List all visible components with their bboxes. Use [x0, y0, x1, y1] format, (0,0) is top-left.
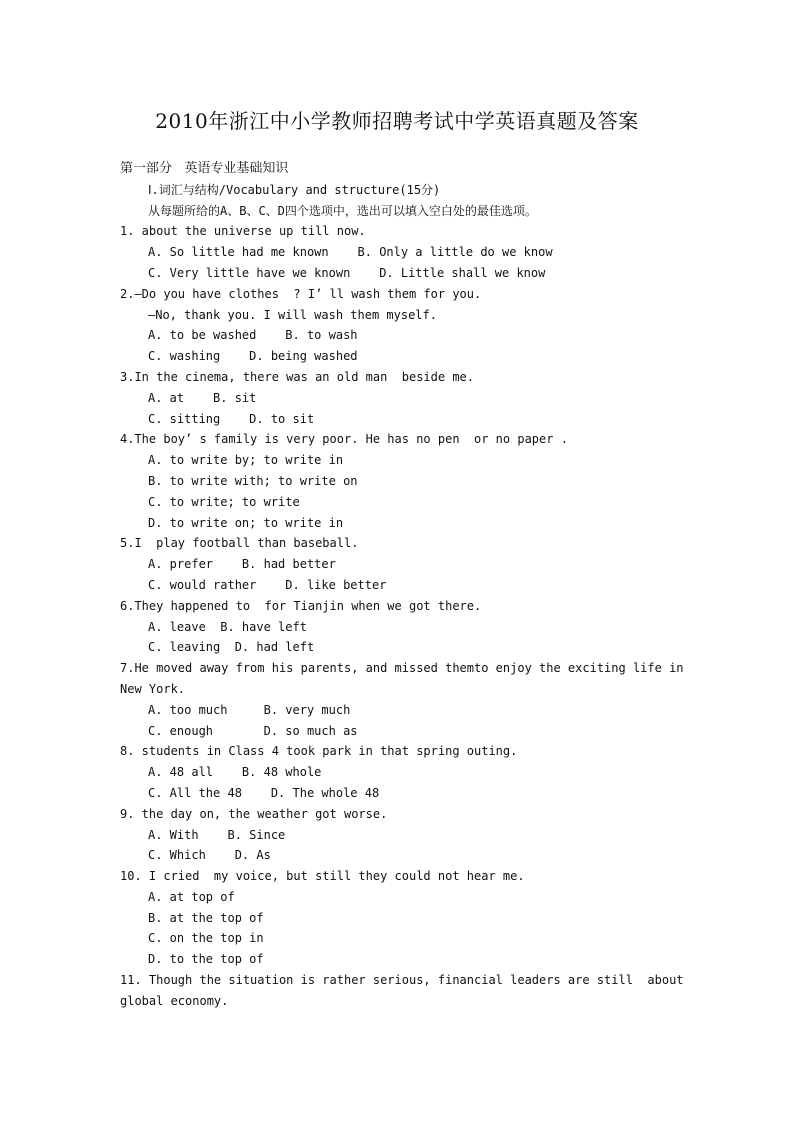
answer-options: A. leave B. have left [148, 619, 307, 634]
answer-options: C. sitting D. to sit [148, 411, 315, 426]
answer-options: A. to write by; to write in [148, 453, 344, 468]
question-item [120, 970, 684, 1012]
question-stem: 7.He moved away from his parents, and missed themto enjoy the exciting life in [120, 661, 684, 676]
question-item [120, 741, 680, 803]
answer-options: A. at B. sit [148, 390, 257, 405]
question-stem: 6.They happened to for Tianjin when we got there. [120, 598, 482, 613]
answer-options: C. on the top in [148, 931, 264, 946]
question-item [120, 804, 680, 866]
answer-options: C. to write; to write [148, 494, 300, 509]
answer-options: C. Very little have we known D. Little shall we know [148, 265, 546, 280]
answer-options: B. at the top of [148, 910, 264, 925]
answer-options: C. washing D. being washed [148, 349, 358, 364]
question-stem: 5.I play football than baseball. [120, 536, 359, 551]
question-stem: 4.The boy’ s family is very poor. He has no pen or no paper . [120, 432, 568, 447]
answer-options: C. All the 48 D. The whole 48 [148, 785, 380, 800]
question-stem: 1. about the universe up till now. [120, 224, 366, 239]
document-title: 2010年浙江中小学教师招聘考试中学英语真题及答案 [155, 109, 639, 133]
question-stem-continued: global economy. [120, 993, 229, 1008]
answer-options: C. would rather D. like better [148, 577, 387, 592]
section-title: 第一部分 英语专业基础知识 [120, 161, 289, 176]
answer-options: A. too much B. very much [148, 702, 351, 717]
question-stem: 3.In the cinema, there was an old man beside me. [120, 369, 475, 384]
question-stem-continued: New York. [120, 681, 186, 696]
answer-options: A. 48 all B. 48 whole [148, 765, 322, 780]
question-item [120, 429, 680, 533]
question-stem: 2.—Do you have clothes ? I’ ll wash them for you. [120, 286, 482, 301]
instruction-text: 从每题所给的A、B、C、D四个选项中，选出可以填入空白处的最佳选项。 [148, 203, 537, 218]
question-item [120, 284, 680, 367]
answer-options: C. Which D. As [148, 848, 271, 863]
answer-options: A. So little had me known B. Only a little do we know [148, 245, 553, 260]
question-item [120, 596, 680, 658]
question-stem: 9. the day on, the weather got worse. [120, 806, 388, 821]
question-item [120, 221, 680, 283]
answer-options: A. to be washed B. to wash [148, 328, 358, 343]
question-stem: 11. Though the situation is rather serious, financial leaders are still about [120, 973, 684, 988]
answer-options: A. at top of [148, 889, 235, 904]
answer-options: A. prefer B. had better [148, 557, 336, 572]
answer-options: A. With B. Since [148, 827, 286, 842]
question-item [120, 658, 684, 741]
answer-options: C. leaving D. had left [148, 640, 315, 655]
document-body [120, 159, 684, 1012]
part-heading: Ⅰ.词汇与结构/Vocabulary and structure(15分) [148, 182, 441, 197]
question-item [120, 866, 680, 970]
question-stem: 8. students in Class 4 took park in that spring outing. [120, 744, 518, 759]
answer-options: C. enough D. so much as [148, 723, 358, 738]
answer-options: D. to the top of [148, 952, 264, 967]
question-dialogue-line: —No, thank you. I will wash them myself. [148, 307, 437, 322]
question-stem: 10. I cried my voice, but still they could not hear me. [120, 869, 525, 884]
answer-options: B. to write with; to write on [148, 473, 358, 488]
question-list [120, 221, 684, 1011]
question-item [120, 367, 680, 429]
question-item [120, 533, 680, 595]
answer-options: D. to write on; to write in [148, 515, 344, 530]
